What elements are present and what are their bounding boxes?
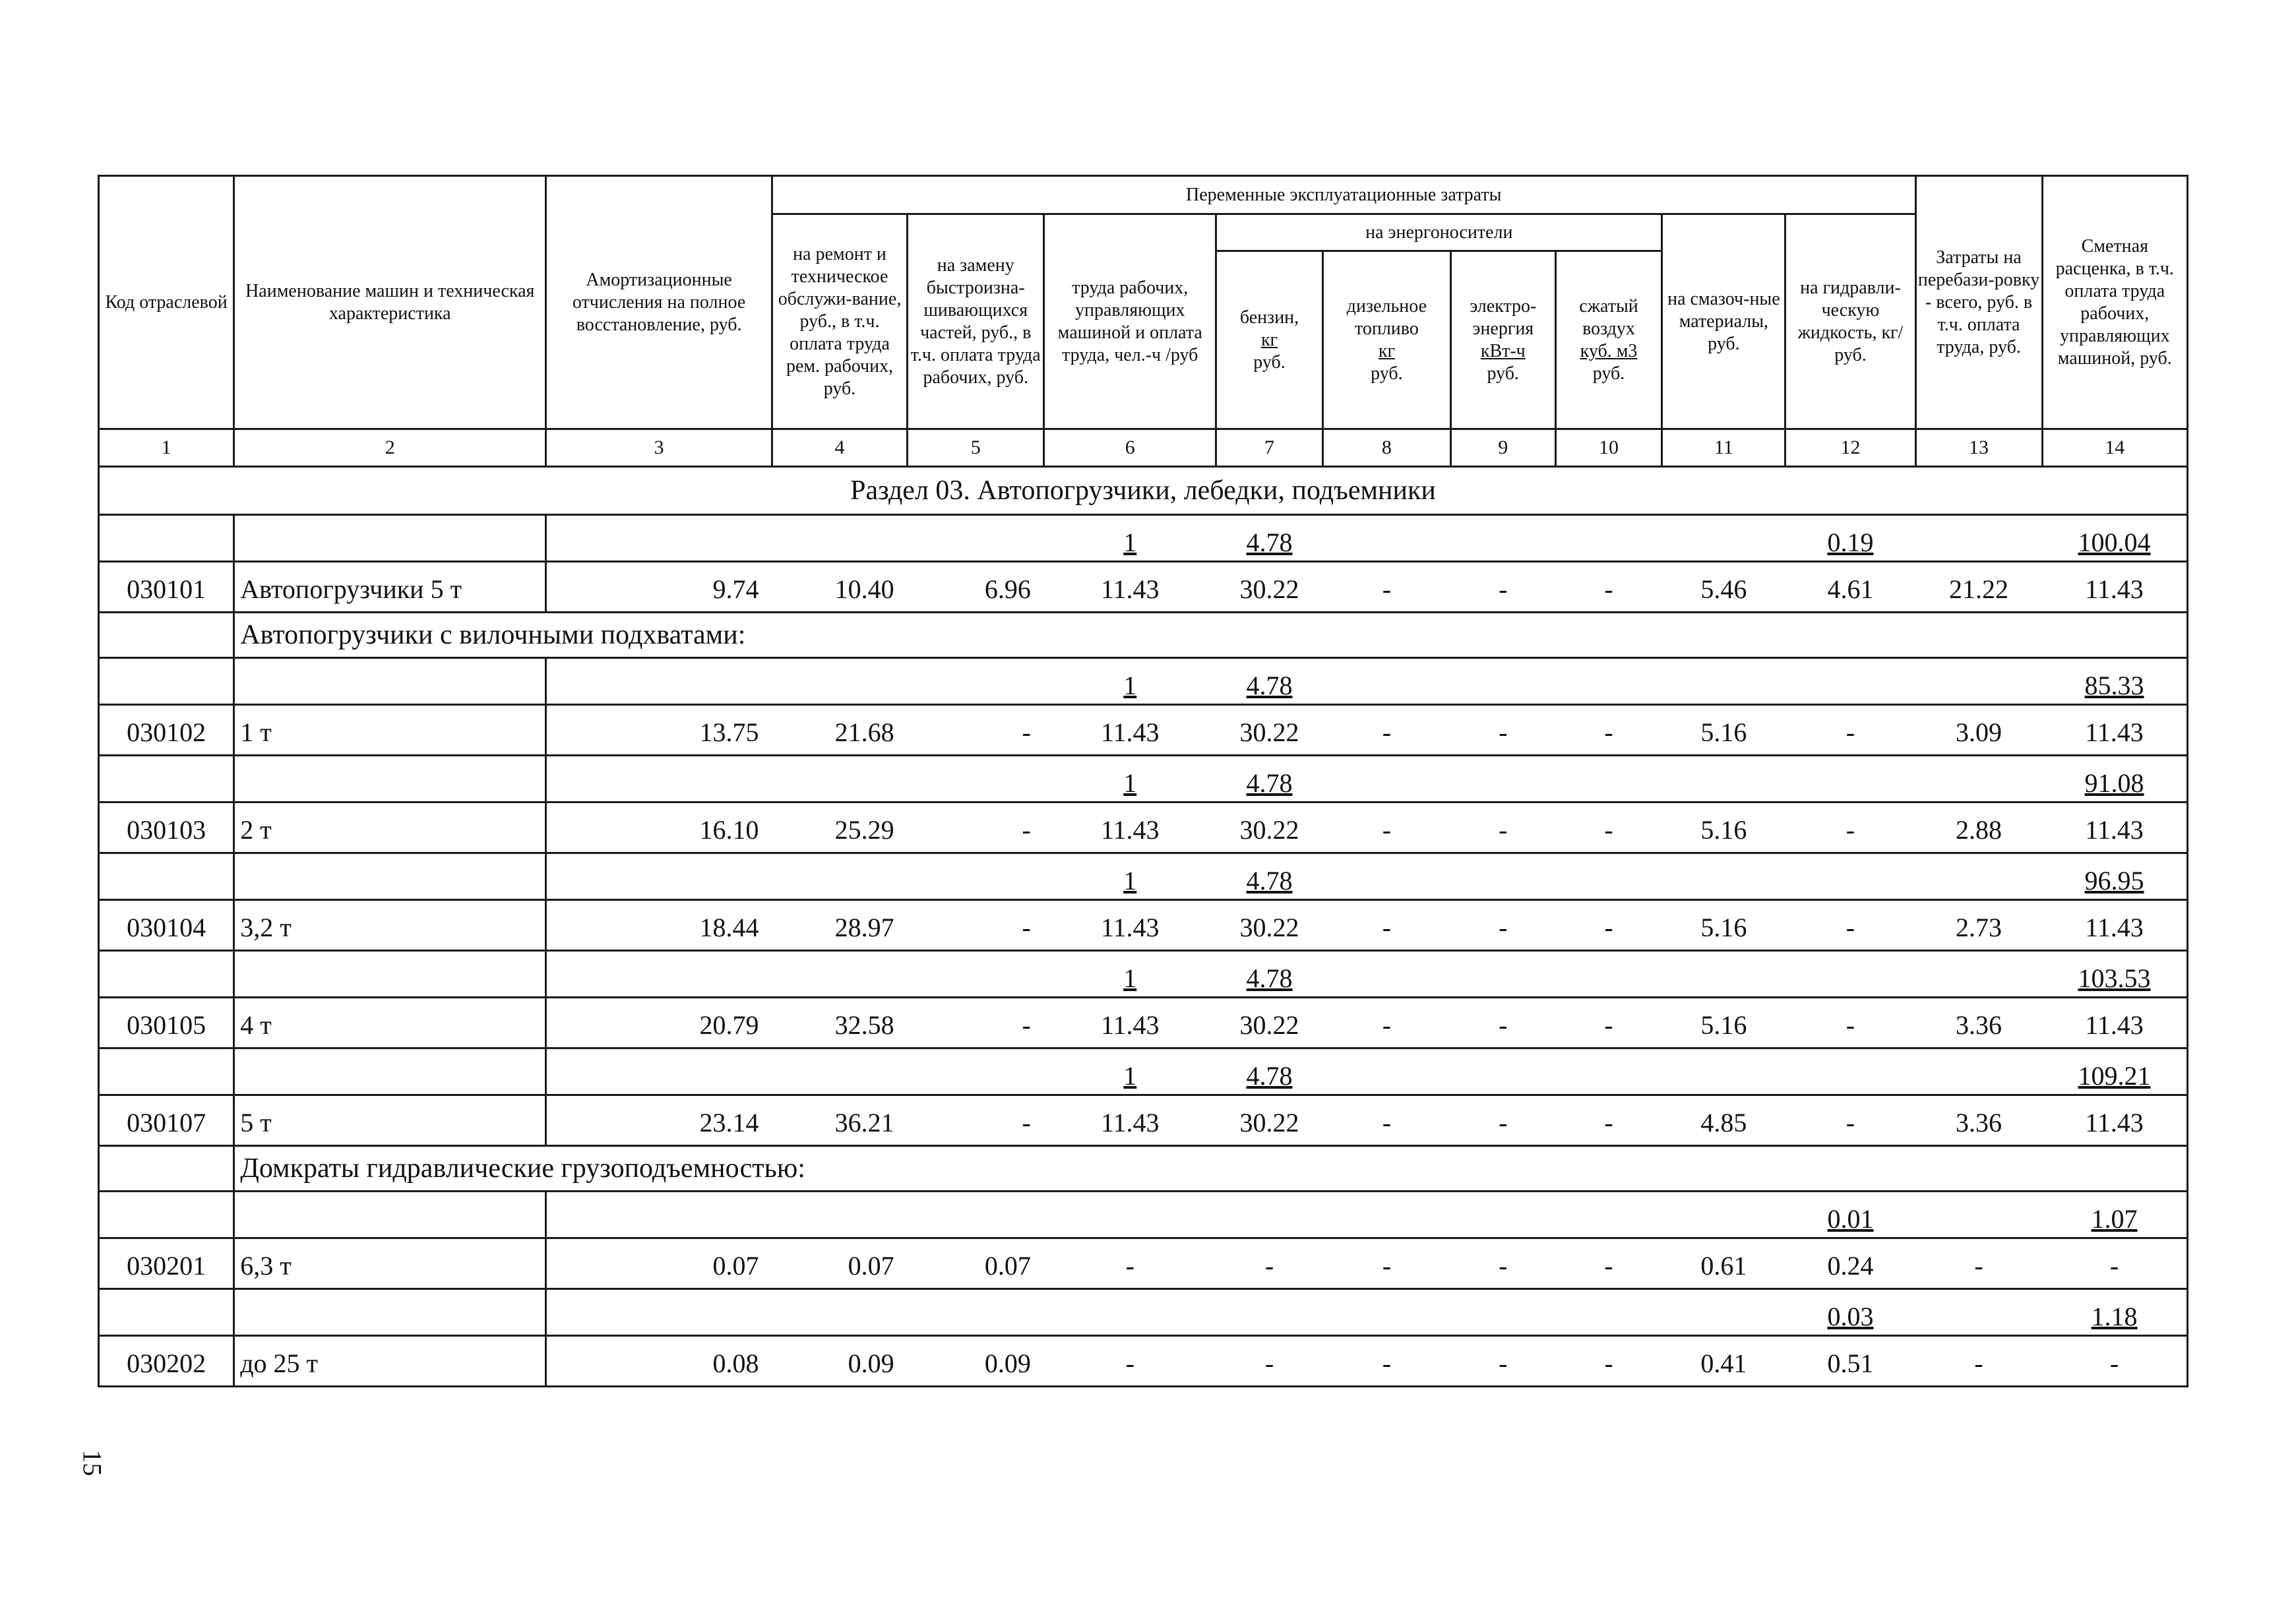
- cell-value: 18.44: [546, 900, 772, 951]
- cell-upper: [772, 1048, 907, 1095]
- cell-upper: [1322, 1192, 1450, 1238]
- cell-code: 030105: [99, 998, 234, 1048]
- cell-value: -: [1216, 1336, 1323, 1387]
- header-code: Код отраслевой: [99, 176, 234, 429]
- cell-value: 3.36: [1915, 998, 2042, 1048]
- cell-upper: [1450, 853, 1555, 900]
- cell-value: -: [1322, 1238, 1450, 1289]
- cell-upper: 1.18: [2042, 1289, 2187, 1336]
- cell-value: 11.43: [1044, 562, 1216, 613]
- cell-upper: 1: [1044, 756, 1216, 802]
- cell-upper: [772, 756, 907, 802]
- cell-upper: [1662, 515, 1785, 562]
- cell-value: -: [1322, 900, 1450, 951]
- cell-value: 30.22: [1216, 562, 1323, 613]
- header-electro-label: электро-энергия: [1470, 295, 1537, 339]
- cell-upper: 109.21: [2042, 1048, 2187, 1095]
- cell-upper: 1: [1044, 853, 1216, 900]
- cell-upper: [908, 756, 1044, 802]
- cell-code: 030104: [99, 900, 234, 951]
- table-row: [99, 900, 2188, 951]
- cell-upper: [1216, 1192, 1323, 1238]
- cell-value: 0.09: [908, 1336, 1044, 1387]
- header-electro: [1450, 251, 1555, 429]
- cell-upper: [1322, 853, 1450, 900]
- header-variable-costs: Переменные эксплуатационные затраты: [772, 176, 1915, 214]
- cell-value: 36.21: [772, 1095, 907, 1146]
- header-energy: на энергоносители: [1216, 214, 1662, 251]
- cell-value: -: [1450, 705, 1555, 756]
- header-air-label: сжатый воздух: [1579, 295, 1638, 339]
- cell-name: Автопогрузчики 5 т: [234, 562, 546, 613]
- cell-value: 13.75: [546, 705, 772, 756]
- cell-value: 0.51: [1785, 1336, 1915, 1387]
- cell-upper: 0.03: [1785, 1289, 1915, 1336]
- cell-upper: 1.07: [2042, 1192, 2187, 1238]
- cell-upper: [546, 1289, 772, 1336]
- cell-upper: [1450, 1289, 1555, 1336]
- cell-upper: [234, 1289, 546, 1336]
- column-number: 13: [1915, 429, 2042, 467]
- cell-upper: [1044, 1289, 1216, 1336]
- cell-upper: [1915, 853, 2042, 900]
- table-row-upper: [99, 853, 2188, 900]
- cell-value: -: [908, 998, 1044, 1048]
- table-row: [99, 562, 2188, 613]
- cell-upper: 1: [1044, 1048, 1216, 1095]
- section-row: [99, 467, 2188, 515]
- group-row: [99, 1146, 2188, 1192]
- column-number: 14: [2042, 429, 2187, 467]
- cell-upper: [1450, 1048, 1555, 1095]
- table-row: [99, 1336, 2188, 1387]
- cell-value: -: [1915, 1238, 2042, 1289]
- cell-upper: [772, 853, 907, 900]
- cell-value: 5.46: [1662, 562, 1785, 613]
- cell-upper: [908, 1192, 1044, 1238]
- cell-upper: [1322, 515, 1450, 562]
- header-name: Наименование машин и техническая характеристика: [234, 176, 546, 429]
- header-hydro: на гидравли-ческую жидкость, кг/руб.: [1785, 214, 1915, 429]
- cell-value: -: [908, 802, 1044, 853]
- cell-value: 23.14: [546, 1095, 772, 1146]
- cell-upper: [1785, 853, 1915, 900]
- cell-upper: 4.78: [1216, 853, 1323, 900]
- cell-name: 2 т: [234, 802, 546, 853]
- table-row-upper: [99, 756, 2188, 802]
- cell-value: 30.22: [1216, 998, 1323, 1048]
- cell-upper: [772, 951, 907, 998]
- table-row: [99, 705, 2188, 756]
- column-number: 10: [1555, 429, 1662, 467]
- column-number: 8: [1322, 429, 1450, 467]
- group-row: [99, 613, 2188, 658]
- cell-value: 4.85: [1662, 1095, 1785, 1146]
- cell-value: 11.43: [2042, 802, 2187, 853]
- cell-value: -: [1785, 900, 1915, 951]
- cell-upper: [1450, 951, 1555, 998]
- cell-upper: [234, 1048, 546, 1095]
- cell-upper: [1044, 1192, 1216, 1238]
- cell-code: 030107: [99, 1095, 234, 1146]
- column-number: 5: [908, 429, 1044, 467]
- cell-upper: [1785, 1048, 1915, 1095]
- cell-value: 0.09: [772, 1336, 907, 1387]
- cell-upper: [1450, 1192, 1555, 1238]
- cell-upper: 1: [1044, 515, 1216, 562]
- column-numbers-row: [99, 429, 2188, 467]
- cell-value: -: [908, 900, 1044, 951]
- cell-value: 11.43: [1044, 900, 1216, 951]
- cell-value: 21.68: [772, 705, 907, 756]
- header-diesel: [1322, 251, 1450, 429]
- table-row-upper: [99, 1048, 2188, 1095]
- cell-upper: [234, 756, 546, 802]
- cell-upper: [1555, 1192, 1662, 1238]
- cell-upper: [1915, 1192, 2042, 1238]
- cell-value: 3.09: [1915, 705, 2042, 756]
- machine-rates-table: [98, 175, 2188, 1387]
- cell-upper: [1915, 1289, 2042, 1336]
- cell-code: 030102: [99, 705, 234, 756]
- cell-upper: [1555, 951, 1662, 998]
- cell-value: 20.79: [546, 998, 772, 1048]
- cell-value: -: [1216, 1238, 1323, 1289]
- cell-value: 3.36: [1915, 1095, 2042, 1146]
- cell-value: 30.22: [1216, 802, 1323, 853]
- cell-upper: [99, 1048, 234, 1095]
- cell-upper: [1555, 658, 1662, 705]
- cell-upper: [1915, 515, 2042, 562]
- table-row: [99, 998, 2188, 1048]
- cell-upper: [1322, 1048, 1450, 1095]
- cell-value: -: [1450, 1095, 1555, 1146]
- cell-upper: [1662, 951, 1785, 998]
- cell-value: 11.43: [2042, 562, 2187, 613]
- group-code-empty: [99, 1146, 234, 1192]
- cell-upper: [99, 951, 234, 998]
- cell-name: 4 т: [234, 998, 546, 1048]
- cell-value: -: [908, 1095, 1044, 1146]
- cell-value: 6.96: [908, 562, 1044, 613]
- cell-value: 25.29: [772, 802, 907, 853]
- table-body: [99, 467, 2188, 1387]
- cell-value: 11.43: [1044, 998, 1216, 1048]
- cell-value: 32.58: [772, 998, 907, 1048]
- cell-upper: [234, 1192, 546, 1238]
- cell-upper: [1662, 658, 1785, 705]
- table-row-upper: [99, 1192, 2188, 1238]
- header-amort: Амортизационные отчисления на полное восстановление, руб.: [546, 176, 772, 429]
- column-number: 2: [234, 429, 546, 467]
- cell-value: 11.43: [2042, 998, 2187, 1048]
- cell-upper: [1785, 951, 1915, 998]
- cell-code: 030202: [99, 1336, 234, 1387]
- cell-value: 11.43: [1044, 802, 1216, 853]
- cell-value: 30.22: [1216, 900, 1323, 951]
- cell-upper: [1785, 756, 1915, 802]
- column-number: 6: [1044, 429, 1216, 467]
- cell-upper: [1785, 658, 1915, 705]
- cell-upper: [234, 658, 546, 705]
- cell-upper: 1: [1044, 951, 1216, 998]
- cell-upper: [908, 853, 1044, 900]
- cell-value: -: [1322, 802, 1450, 853]
- cell-upper: [546, 1048, 772, 1095]
- header-lube: на смазоч-ные материалы, руб.: [1662, 214, 1785, 429]
- cell-upper: [908, 951, 1044, 998]
- column-number: 9: [1450, 429, 1555, 467]
- cell-upper: 4.78: [1216, 658, 1323, 705]
- cell-upper: [908, 1048, 1044, 1095]
- cell-value: 11.43: [2042, 900, 2187, 951]
- cell-value: -: [1450, 1238, 1555, 1289]
- cell-name: 5 т: [234, 1095, 546, 1146]
- cell-value: 4.61: [1785, 562, 1915, 613]
- header-air-rub: руб.: [1592, 363, 1625, 384]
- cell-value: 0.24: [1785, 1238, 1915, 1289]
- cell-upper: [1662, 853, 1785, 900]
- header-petrol-unit: кг: [1260, 329, 1278, 350]
- cell-value: -: [1450, 1336, 1555, 1387]
- header-electro-unit: кВт-ч: [1480, 340, 1526, 361]
- group-title: Домкраты гидравлические грузоподъемностью:: [234, 1146, 2188, 1192]
- column-number: 12: [1785, 429, 1915, 467]
- cell-upper: [1662, 756, 1785, 802]
- cell-upper: [1555, 1048, 1662, 1095]
- table-row-upper: [99, 658, 2188, 705]
- header-diesel-label: дизельное топливо: [1346, 295, 1427, 339]
- cell-value: -: [1555, 1336, 1662, 1387]
- cell-name: 6,3 т: [234, 1238, 546, 1289]
- cell-value: 5.16: [1662, 998, 1785, 1048]
- cell-name: до 25 т: [234, 1336, 546, 1387]
- cell-value: 10.40: [772, 562, 907, 613]
- column-number: 3: [546, 429, 772, 467]
- cell-upper: [234, 515, 546, 562]
- cell-value: -: [1555, 998, 1662, 1048]
- cell-upper: [546, 951, 772, 998]
- cell-upper: [1915, 1048, 2042, 1095]
- cell-upper: 1: [1044, 658, 1216, 705]
- header-petrol-label: бензин,: [1239, 307, 1299, 328]
- column-number: 1: [99, 429, 234, 467]
- cell-upper: [546, 756, 772, 802]
- group-code-empty: [99, 613, 234, 658]
- cell-upper: [1322, 756, 1450, 802]
- cell-upper: [546, 853, 772, 900]
- cell-upper: [772, 1192, 907, 1238]
- cell-upper: 4.78: [1216, 951, 1323, 998]
- cell-value: 11.43: [1044, 705, 1216, 756]
- cell-value: -: [1450, 802, 1555, 853]
- cell-code: 030201: [99, 1238, 234, 1289]
- cell-value: -: [1785, 1095, 1915, 1146]
- cell-upper: 4.78: [1216, 515, 1323, 562]
- cell-upper: [1322, 951, 1450, 998]
- cell-value: 0.07: [546, 1238, 772, 1289]
- cell-value: -: [1555, 562, 1662, 613]
- cell-value: 16.10: [546, 802, 772, 853]
- cell-value: -: [908, 705, 1044, 756]
- cell-value: 30.22: [1216, 1095, 1323, 1146]
- cell-upper: [1555, 515, 1662, 562]
- cell-upper: [1555, 1289, 1662, 1336]
- column-number: 11: [1662, 429, 1785, 467]
- header-transfer: Затраты на перебази-ровку - всего, руб. в т.ч. оплата труда, руб.: [1915, 176, 2042, 429]
- table-header: [99, 176, 2188, 467]
- cell-value: 5.16: [1662, 802, 1785, 853]
- cell-upper: 96.95: [2042, 853, 2187, 900]
- cell-value: 11.43: [2042, 1095, 2187, 1146]
- header-repair: на ремонт и техническое обслужи-вание, руб., в т.ч. оплата труда рем. рабочих, руб.: [772, 214, 907, 429]
- cell-value: 0.41: [1662, 1336, 1785, 1387]
- cell-value: -: [1555, 705, 1662, 756]
- cell-code: 030101: [99, 562, 234, 613]
- cell-value: -: [1450, 562, 1555, 613]
- cell-value: 0.07: [772, 1238, 907, 1289]
- table-row: [99, 802, 2188, 853]
- cell-upper: 0.01: [1785, 1192, 1915, 1238]
- cell-upper: [99, 515, 234, 562]
- cell-upper: [1915, 658, 2042, 705]
- cell-upper: [1662, 1048, 1785, 1095]
- cell-value: -: [1555, 900, 1662, 951]
- table-row: [99, 1095, 2188, 1146]
- cell-upper: [99, 658, 234, 705]
- cell-upper: [1450, 756, 1555, 802]
- cell-upper: [908, 515, 1044, 562]
- cell-value: 9.74: [546, 562, 772, 613]
- cell-upper: [1322, 658, 1450, 705]
- cell-upper: [908, 658, 1044, 705]
- cell-upper: [546, 1192, 772, 1238]
- cell-value: 5.16: [1662, 705, 1785, 756]
- cell-value: 11.43: [2042, 705, 2187, 756]
- cell-value: -: [1785, 705, 1915, 756]
- column-number: 7: [1216, 429, 1323, 467]
- cell-value: 5.16: [1662, 900, 1785, 951]
- table-row: [99, 1238, 2188, 1289]
- cell-value: -: [1785, 998, 1915, 1048]
- cell-upper: 0.19: [1785, 515, 1915, 562]
- cell-value: -: [1322, 562, 1450, 613]
- header-diesel-unit: кг: [1378, 340, 1395, 361]
- table-row-upper: [99, 951, 2188, 998]
- cell-upper: [1450, 515, 1555, 562]
- cell-name: 1 т: [234, 705, 546, 756]
- cell-upper: [1915, 951, 2042, 998]
- cell-upper: 100.04: [2042, 515, 2187, 562]
- cell-value: -: [1044, 1336, 1216, 1387]
- cell-value: 0.07: [908, 1238, 1044, 1289]
- cell-upper: [772, 515, 907, 562]
- header-air: [1555, 251, 1662, 429]
- header-electro-rub: руб.: [1487, 363, 1520, 384]
- cell-value: -: [1785, 802, 1915, 853]
- cell-upper: [234, 951, 546, 998]
- cell-code: 030103: [99, 802, 234, 853]
- cell-upper: 4.78: [1216, 1048, 1323, 1095]
- cell-upper: [772, 1289, 907, 1336]
- cell-value: 2.88: [1915, 802, 2042, 853]
- cell-upper: [99, 1192, 234, 1238]
- table-row-upper: [99, 1289, 2188, 1336]
- cell-upper: [1555, 853, 1662, 900]
- cell-upper: 91.08: [2042, 756, 2187, 802]
- cell-upper: [1216, 1289, 1323, 1336]
- cell-upper: [1322, 1289, 1450, 1336]
- header-petrol: [1216, 251, 1323, 429]
- cell-upper: [1555, 756, 1662, 802]
- cell-upper: 4.78: [1216, 756, 1323, 802]
- header-wear-parts: на замену быстроизна-шивающихся частей, руб., в т.ч. оплата труда рабочих, руб.: [908, 214, 1044, 429]
- cell-value: -: [1322, 998, 1450, 1048]
- cell-upper: [234, 853, 546, 900]
- cell-value: -: [1322, 1095, 1450, 1146]
- cell-value: -: [2042, 1336, 2187, 1387]
- cell-value: 30.22: [1216, 705, 1323, 756]
- cell-value: 28.97: [772, 900, 907, 951]
- header-petrol-rub: руб.: [1253, 351, 1286, 373]
- cell-upper: [546, 658, 772, 705]
- cell-value: -: [1555, 1238, 1662, 1289]
- cell-value: -: [1555, 802, 1662, 853]
- cell-upper: [1662, 1289, 1785, 1336]
- cell-value: 2.73: [1915, 900, 2042, 951]
- cell-upper: [546, 515, 772, 562]
- cell-value: 11.43: [1044, 1095, 1216, 1146]
- cell-value: -: [1044, 1238, 1216, 1289]
- cell-upper: [772, 658, 907, 705]
- page-number: 15: [77, 1449, 108, 1476]
- cell-value: -: [1915, 1336, 2042, 1387]
- group-title: Автопогрузчики с вилочными подхватами:: [234, 613, 2188, 658]
- cell-value: 0.61: [1662, 1238, 1785, 1289]
- cell-upper: [908, 1289, 1044, 1336]
- cell-value: -: [2042, 1238, 2187, 1289]
- column-number: 4: [772, 429, 907, 467]
- cell-value: 0.08: [546, 1336, 772, 1387]
- cell-value: -: [1450, 900, 1555, 951]
- section-title: Раздел 03. Автопогрузчики, лебедки, подъемники: [99, 467, 2188, 515]
- cell-value: -: [1322, 705, 1450, 756]
- cell-upper: [99, 853, 234, 900]
- header-air-unit: куб. м3: [1580, 340, 1638, 361]
- table-row-upper: [99, 515, 2188, 562]
- cell-name: 3,2 т: [234, 900, 546, 951]
- cell-upper: [99, 1289, 234, 1336]
- header-estimate: Сметная расценка, в т.ч. оплата труда рабочих, управляющих машиной, руб.: [2042, 176, 2187, 429]
- header-labor: труда рабочих, управляющих машиной и оплата труда, чел.-ч /руб: [1044, 214, 1216, 429]
- cell-upper: [99, 756, 234, 802]
- header-diesel-rub: руб.: [1371, 363, 1403, 384]
- cell-value: -: [1322, 1336, 1450, 1387]
- cell-value: 21.22: [1915, 562, 2042, 613]
- cell-upper: 103.53: [2042, 951, 2187, 998]
- cell-upper: 85.33: [2042, 658, 2187, 705]
- cell-value: -: [1555, 1095, 1662, 1146]
- cell-upper: [1450, 658, 1555, 705]
- cell-value: -: [1450, 998, 1555, 1048]
- cell-upper: [1915, 756, 2042, 802]
- cell-upper: [1662, 1192, 1785, 1238]
